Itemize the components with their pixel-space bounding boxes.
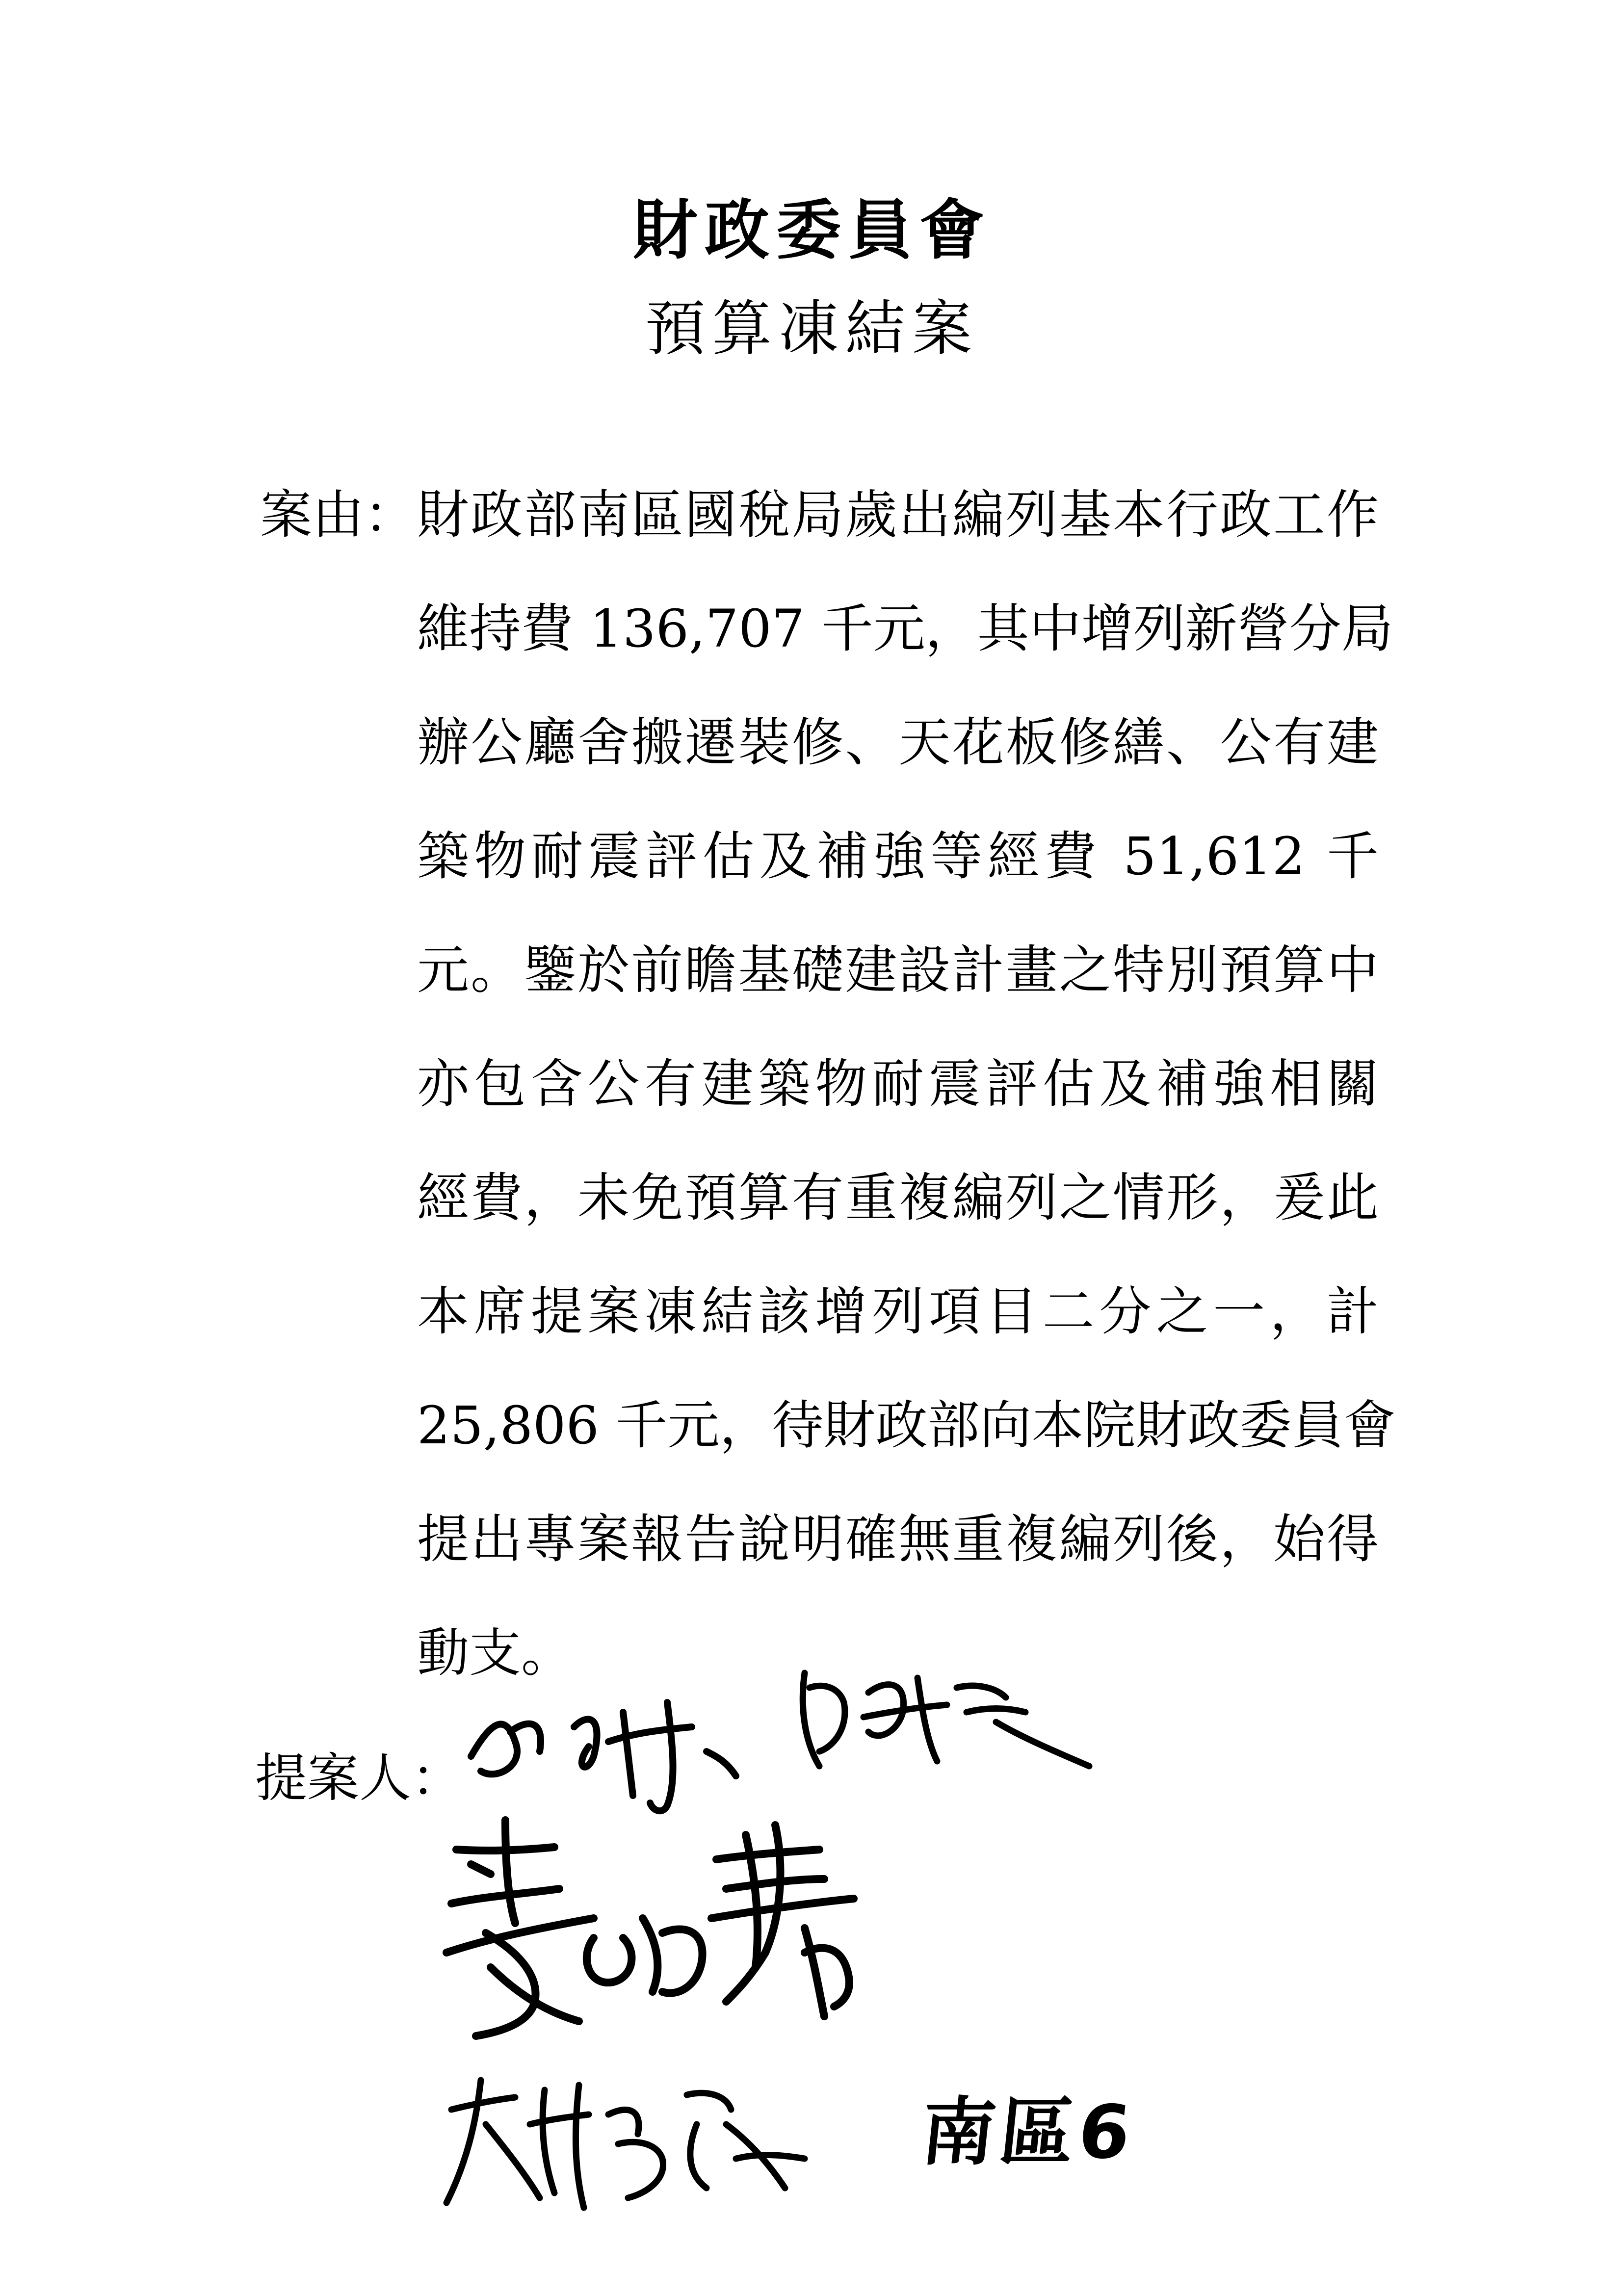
committee-title: 財政委員會 bbox=[633, 193, 991, 268]
case-line: 築物耐震評估及補強等經費 51,612 千 bbox=[417, 826, 1379, 887]
signature-3 bbox=[432, 1805, 981, 2061]
signature-2 bbox=[790, 1658, 1104, 1791]
case-line: 元。鑒於前瞻基礎建設計畫之特別預算中 bbox=[417, 940, 1379, 1000]
case-label: 案由： bbox=[260, 485, 416, 545]
case-line: 亦包含公有建築物耐震評估及補強相關 bbox=[417, 1054, 1379, 1114]
document-subtitle: 預算凍結案 bbox=[645, 294, 979, 364]
signature-4 bbox=[432, 2061, 834, 2222]
case-line: 辦公廳舍搬遷裝修、天花板修繕、公有建 bbox=[417, 712, 1379, 773]
case-line: 提出專案報告說明確無重複編列後，始得 bbox=[417, 1509, 1379, 1569]
case-line: 25,806 千元，待財政部向本院財政委員會 bbox=[417, 1395, 1396, 1456]
handwritten-mark: 南區6 bbox=[917, 2090, 1140, 2175]
proposer-label: 提案人： bbox=[255, 1748, 463, 1808]
case-line: 動支。 bbox=[417, 1623, 573, 1683]
case-line: 維持費 136,707 千元，其中增列新營分局 bbox=[417, 599, 1393, 659]
case-line: 經費，未免預算有重複編列之情形，爰此 bbox=[417, 1168, 1379, 1228]
case-line: 本席提案凍結該增列項目二分之一，計 bbox=[417, 1281, 1379, 1342]
case-body bbox=[417, 483, 1396, 1735]
case-line: 財政部南區國稅局歲出編列基本行政工作 bbox=[417, 485, 1379, 545]
